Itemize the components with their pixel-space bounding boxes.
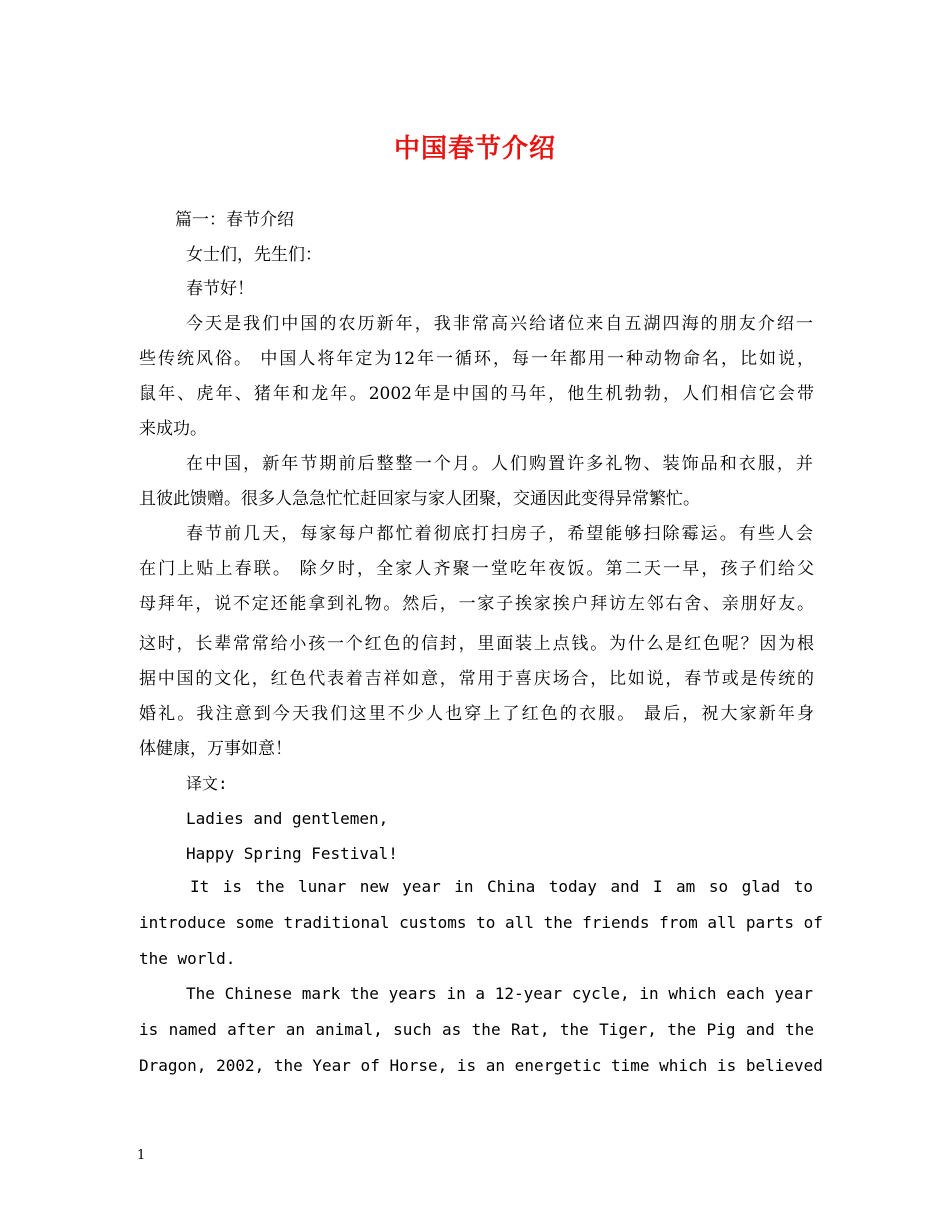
document-title: 中国春节介绍 [393,134,556,164]
body-line: 据中国的文化，红色代表着吉祥如意，常用于喜庆场合，比如说，春节或是传统的 [139,669,814,689]
body-line: 鼠年、虎年、猪年和龙年。2002年是中国的马年，他生机勃勃，人们相信它会带 [139,384,814,404]
greeting-line: 春节好！ [186,279,254,299]
body-line: 些传统风俗。 中国人将年定为12年一循环，每一年都用一种动物命名，比如说， [139,349,814,369]
english-line: Happy Spring Festival! [186,844,398,863]
body-line: 且彼此馈赠。很多人急急忙忙赶回家与家人团聚，交通因此变得异常繁忙。 [139,489,700,509]
salutation-line: 女士们，先生们： [186,245,322,265]
body-line: 在中国，新年节期前后整整一个月。人们购置许多礼物、装饰品和衣服，并 [186,454,813,474]
english-line: Ladies and gentlemen, [186,809,389,828]
body-line: 在门上贴上春联。 除夕时，全家人齐聚一堂吃年夜饭。第二天一早，孩子们给父 [139,559,814,579]
english-line: introduce some traditional customs to all the friends from all parts of [139,913,823,932]
body-line: 婚礼。我注意到今天我们这里不少人也穿上了红色的衣服。 最后，祝大家新年身 [139,704,814,724]
english-line: It is the lunar new year in China today and I am so glad to [190,877,813,896]
body-line: 今天是我们中国的农历新年，我非常高兴给诸位来自五湖四海的朋友介绍一 [186,314,813,334]
body-line: 来成功。 [139,419,207,439]
english-line: the world. [139,949,236,968]
section-heading: 篇一：春节介绍 [175,210,294,230]
body-line: 母拜年，说不定还能拿到礼物。然后，一家子挨家挨户拜访左邻右舍、亲朋好友。 [139,594,814,614]
body-line: 春节前几天，每家每户都忙着彻底打扫房子，希望能够扫除霉运。有些人会 [186,524,813,544]
page-number: 1 [137,1148,146,1163]
body-line: 这时，长辈常常给小孩一个红色的信封，里面装上点钱。为什么是红色呢？因为根 [139,634,814,654]
translation-label: 译文: [186,774,228,793]
english-line: is named after an animal, such as the Rat, the Tiger, the Pig and the [139,1020,814,1039]
english-line: Dragon, 2002, the Year of Horse, is an energetic time which is believed [139,1056,823,1075]
body-line: 体健康，万事如意！ [139,739,292,759]
english-line: The Chinese mark the years in a 12-year cycle, in which each year [186,984,813,1003]
